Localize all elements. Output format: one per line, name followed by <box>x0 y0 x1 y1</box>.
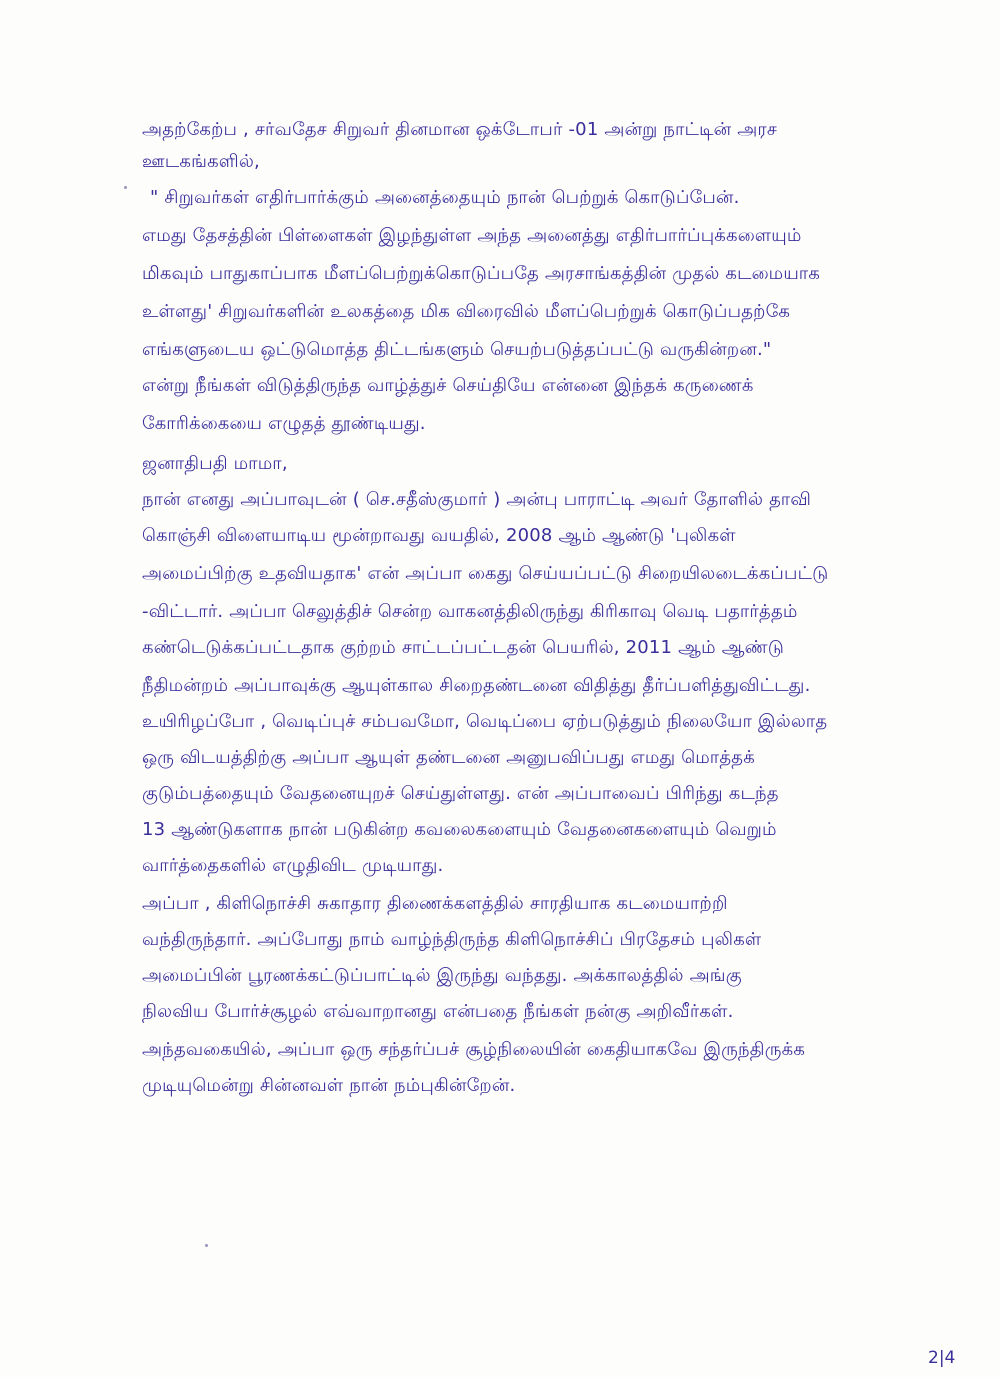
letter-line: ஊடகங்களில், <box>142 151 260 172</box>
letter-line: குடும்பத்தையும் வேதனையுறச் செய்துள்ளது. என் அப்பாவைப் பிரிந்து கடந்த <box>142 783 779 804</box>
letter-line: நீதிமன்றம் அப்பாவுக்கு ஆயுள்கால சிறைதண்டனை விதித்து தீர்ப்பளித்துவிட்டது. <box>142 675 811 696</box>
letter-line: அமைப்பின் பூரணக்கட்டுப்பாட்டில் இருந்து வந்தது. அக்காலத்தில் அங்கு <box>142 965 742 986</box>
letter-line: கொஞ்சி விளையாடிய மூன்றாவது வயதில், 2008 ஆம் ஆண்டு 'புலிகள் <box>142 525 736 546</box>
letter-line: அந்தவகையில், அப்பா ஒரு சந்தர்ப்பச் சூழ்நிலையின் கைதியாகவே இருந்திருக்க <box>142 1039 806 1060</box>
letter-line: கண்டெடுக்கப்பட்டதாக குற்றம் சாட்டப்பட்டதன் பெயரில், 2011 ஆம் ஆண்டு <box>142 637 785 658</box>
letter-line: மிகவும் பாதுகாப்பாக மீளப்பெற்றுக்கொடுப்பதே அரசாங்கத்தின் முதல் கடமையாக <box>142 263 821 284</box>
letter-line: கோரிக்கையை எழுதத் தூண்டியது. <box>142 413 426 434</box>
letter-line: நான் எனது அப்பாவுடன் ( செ.சதீஸ்குமார் ) அன்பு பாராட்டி அவர் தோளில் தாவி <box>142 489 812 510</box>
letter-line: அப்பா , கிளிநொச்சி சுகாதார திணைக்களத்தில் சாரதியாக கடமையாற்றி <box>142 893 728 914</box>
page-number: 2|4 <box>928 1348 956 1368</box>
letter-line: வந்திருந்தார். அப்போது நாம் வாழ்ந்திருந்த கிளிநொச்சிப் பிரதேசம் புலிகள் <box>142 929 762 950</box>
paper-speck <box>205 1244 208 1247</box>
letter-line: முடியுமென்று சின்னவள் நான் நம்புகின்றேன். <box>142 1075 516 1096</box>
letter-line: அதற்கேற்ப , சர்வதேச சிறுவர் தினமான ஒக்டோபர் -01 அன்று நாட்டின் அரச <box>142 119 778 140</box>
letter-line: ஒரு விடயத்திற்கு அப்பா ஆயுள் தண்டனை அனுபவிப்பது எமது மொத்தக் <box>142 747 755 768</box>
letter-line: உள்ளது' சிறுவர்களின் உலகத்தை மிக விரைவில் மீளப்பெற்றுக் கொடுப்பதற்கே <box>142 301 791 322</box>
letter-line: எங்களுடைய ஒட்டுமொத்த திட்டங்களும் செயற்படுத்தப்பட்டு வருகின்றன." <box>142 339 772 360</box>
letter-line: உயிரிழப்போ , வெடிப்புச் சம்பவமோ, வெடிப்பை ஏற்படுத்தும் நிலையோ இல்லாத <box>142 711 828 732</box>
letter-line: வார்த்தைகளில் எழுதிவிட முடியாது. <box>142 855 444 876</box>
letter-line: என்று நீங்கள் விடுத்திருந்த வாழ்த்துச் செய்தியே என்னை இந்தக் கருணைக் <box>142 375 754 396</box>
paper-speck <box>124 186 127 189</box>
letter-line: 13 ஆண்டுகளாக நான் படுகின்ற கவலைகளையும் வேதனைகளையும் வெறும் <box>142 819 777 840</box>
letter-line: நிலவிய போர்ச்சூழல் எவ்வாறானது என்பதை நீங்கள் நன்கு அறிவீர்கள். <box>142 1001 734 1022</box>
letter-line: " சிறுவர்கள் எதிர்பார்க்கும் அனைத்தையும் நான் பெற்றுக் கொடுப்பேன். <box>150 187 740 208</box>
letter-line: எமது தேசத்தின் பிள்ளைகள் இழந்துள்ள அந்த அனைத்து எதிர்பார்ப்புக்களையும் <box>142 225 802 246</box>
letter-line: ஜனாதிபதி மாமா, <box>142 453 288 474</box>
letter-line: அமைப்பிற்கு உதவியதாக' என் அப்பா கைது செய்யப்பட்டு சிறையிலடைக்கப்பட்டு <box>142 563 829 584</box>
letter-line: -விட்டார். அப்பா செலுத்திச் சென்ற வாகனத்திலிருந்து கிரிகாவு வெடி பதார்த்தம் <box>142 601 798 622</box>
